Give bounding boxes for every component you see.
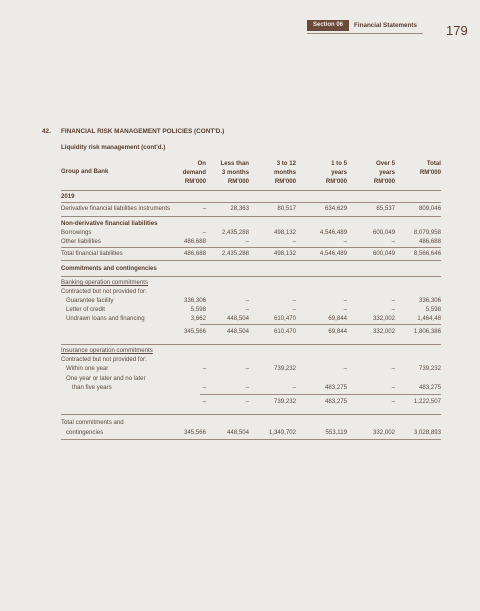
table-row-other-liabilities: Other liabilities 486,688 – – – – 486,688	[61, 238, 441, 245]
table-row-undrawn: Undrawn loans and financing 3,662 448,504 610,470 69,844 332,002 1,464,48	[66, 315, 441, 322]
table-row-banking-subtotal: 345,566 448,504 610,470 69,844 332,002 1,806,386	[183, 328, 441, 335]
col-header-total: Total RM'000	[419, 160, 441, 176]
col-header-on-demand: On demand RM'000	[182, 160, 206, 185]
divider	[61, 247, 441, 248]
col-header-over-5-years: Over 5 years RM'000	[373, 160, 395, 185]
total-commitments-line1: Total commitments and	[61, 419, 124, 426]
year-heading: 2019	[61, 193, 75, 200]
divider	[61, 276, 441, 277]
divider	[200, 324, 441, 325]
table-row-letter-of-credit: Letter of credit 5,598 – – – – 5,598	[66, 306, 441, 313]
divider	[200, 394, 441, 395]
divider	[61, 216, 441, 217]
section-badge: Section 06	[307, 20, 349, 31]
table-row-derivative: Derivative financial liabilities instruments – 28,363 80,517 634,629 65,537 809,046	[61, 205, 441, 212]
table-row-guarantee: Guarantee facility 336,306 – – – – 336,306	[66, 297, 441, 304]
banking-heading: Banking operation commitments	[61, 279, 149, 286]
divider	[61, 260, 441, 261]
column-headers	[61, 159, 441, 189]
nonderivative-heading: Non-derivative financial liabilities	[61, 220, 158, 227]
table-row-total-commitments: contingencies 345,566 448,504 1,349,702 553,119 332,002 3,028,893	[66, 429, 441, 436]
divider	[61, 202, 441, 203]
col-header-3-to-12-months: 3 to 12 months RM'000	[273, 160, 296, 185]
header-title: Financial Statements	[354, 22, 417, 29]
divider	[61, 190, 441, 191]
col-header-less-than-3-months: Less than 3 months RM'000	[220, 160, 249, 185]
header-rule	[307, 33, 423, 34]
insurance-heading: Insurance operation commitments	[61, 347, 153, 354]
page-number: 179	[446, 23, 468, 38]
col-header-1-to-5-years: 1 to 5 years RM'000	[325, 160, 347, 185]
divider	[61, 414, 441, 415]
column-label: Group and Bank	[61, 168, 109, 175]
table-row-within-one-year: Within one year – – 739,232 – – 739,232	[66, 365, 441, 372]
later-label-line1: One year or later and no later	[66, 375, 146, 382]
divider	[61, 344, 441, 345]
note-heading	[42, 128, 224, 135]
commitments-heading: Commitments and contingencies	[61, 265, 157, 272]
subtitle: Liquidity risk management (cont'd.)	[61, 144, 166, 151]
table-row-borrowings: Borrowings – 2,435,288 498,132 4,546,489 600,049 8,079,958	[61, 229, 441, 236]
note-title: FINANCIAL RISK MANAGEMENT POLICIES (CONT'D.)	[61, 128, 225, 135]
table-row-total-financial-liabilities: Total financial liabilities 486,688 2,435,288 498,132 4,546,489 600,049 8,566,646	[61, 250, 441, 257]
table-row-insurance-subtotal: – – 739,232 483,275 – 1,222,507	[202, 398, 441, 405]
contracted-label: Contracted but not provided for:	[61, 288, 147, 295]
divider	[61, 439, 441, 440]
note-number: 42.	[42, 128, 51, 135]
table-row-later-than-five-years: than five years – – – 483,275 – 483,275	[72, 384, 441, 391]
contracted-label: Contracted but not provided for:	[61, 356, 147, 363]
